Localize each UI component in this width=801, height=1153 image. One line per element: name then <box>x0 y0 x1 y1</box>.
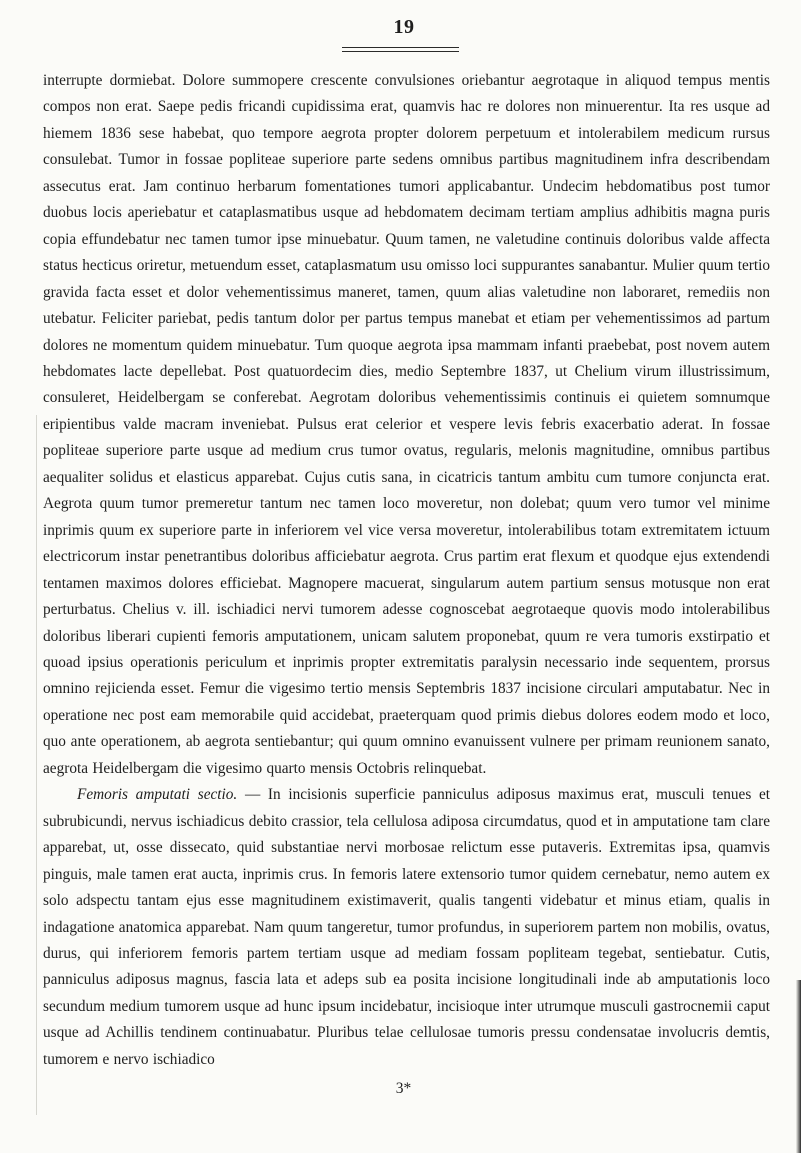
signature-text: 3* <box>395 1080 412 1097</box>
signature-mark <box>0 1080 801 1098</box>
page-edge-shadow <box>36 415 37 1115</box>
page-edge-dark <box>796 980 801 1153</box>
section-text: — In incisionis superficie panniculus adiposus maximus erat, musculi tenues et subrubicundi, nervus ischiadicus debito crassior, tela cellulosa adiposa circumdatus, quod et in amputatione tam clare apparebat, ut, osse dissecato, quid substantiae nervi morbosae relictum esse putaveris. Extremitas ipsa, quamvis pinguis, male tamen erat aucta, inprimis crus. In femoris latere extensorio tumor quidem cernebatur, nemo autem ex solo adspectu tantam ejus esse magnitudinem existimaverit, qualis tangenti videbatur et minus etiam, qualis in indagatione anatomica apparebat. Nam quum tangeretur, tumor profundus, in superiorem partem non mobilis, ovatus, durus, qui inferiorem femoris partem tertiam usque ad mediam fossam popliteam tegebat, sentiebatur. Cutis, panniculus adiposus magnus, fascia lata et adeps sub ea posita incisione longitudinali inde ab amputationis loco secundum medium tumorem usque ad hunc ipsum incidebatur, incisioque inter utrumque musculi gastrocnemii caput usque ad Achillis tendinem continuabatur. Pluribus telae cellulosae tumoris pressu condensatae involucris demtis, tumorem e nervo ischiadico <box>43 786 770 1068</box>
paragraph-case-history: interrupte dormiebat. Dolore summopere crescente convulsiones oriebantur aegrotaque in aliquod tempus mentis compos non erat. Saepe pedis fricandi cupidissima erat, quamvis hac re dolores non minuerentur. Ita res usque ad hiemem 1836 sese habebat, quo tempore aegrota propter dolorem perpetuum et intolerabilem medicum rursus consulebat. Tumor in fossae popliteae superiore parte sedens omnibus partibus magnitudinem infra describendam assecutus erat. Jam continuo herbarum fomentationes tumori applicabantur. Undecim hebdomatibus post tumor duobus locis aperiebatur et cataplasmatibus usque ad hebdomatem decimam tertiam amplius adhibitis magna puris copia effundebatur nec tamen tumor ipse minuebatur. Quum tamen, ne valetudine continuis doloribus valde affecta status hecticus oriretur, metuendum esset, cataplasmatum usu omisso loci suppurantes sanabantur. Mulier quum tertio gravida facta esset et dolor vehementissimus maneret, tamen, quum alias valetudine non laboraret, remediis non utebatur. Feliciter pariebat, pedis tantum dolor per partus tempus manebat et etiam per vehementissimos ad partum dolores ne momentum quidem minuebatur. Tum quoque aegrota ipsa mammam infanti praebebat, post novem autem hebdomates lacte depellebat. Post quatuordecim dies, medio Septembre 1837, ut Chelium virum illustrissimum, consuleret, Heidelbergam se conferebat. Aegrotam doloribus vehementissimis continuis ei quietem somnumque eripientibus valde macram inveniebat. Pulsus erat celerior et vespere levis febris exacerbatio aderat. In fossae popliteae superiore parte usque ad medium crus tumor ovatus, regularis, melonis magnitudine, omnibus partibus aequaliter solidus et elasticus apparebat. Cujus cutis sana, in cicatricis tantum ambitu cum tumore conjuncta erat. Aegrota quum tumor premeretur tantum nec tamen loco moveretur, non dolebat; quum vero tumor vel minime inprimis quum ex superiore parte in inferiorem vel vice versa moveretur, intolerabilibus totam extremitatem ictuum electricorum instar penetrantibus doloribus afficiebatur aegrota. Crus partim erat flexum et quodque ejus extendendi tentamen maximos dolores efficiebat. Magnopere macuerat, singularum autem partium sensus motusque non erat perturbatus. Chelius v. ill. ischiadici nervi tumorem adesse cognoscebat aegrotaeque quovis modo intolerabilibus doloribus liberari cupienti femoris amputationem, unicam salutem proponebat, quum re vera tumoris exstirpatio et quoad ipsius operationis periculum et inprimis propter extremitatis paralysin necessario inde sequentem, prorsus omnino rejicienda esset. Femur die vigesimo tertio mensis Septembris 1837 incisione circulari amputabatur. Nec in operatione nec post eam memorabile quid accidebat, praeterquam quod primis diebus dolores eodem modo et loco, quo ante operationem, ab aegrota sentiebantur; qui quum omnino evanuissent vulnere per primam reunionem sanato, aegrota Heidelbergam die vigesimo quarto mensis Octobris relinquebat. <box>43 72 770 777</box>
paragraph-femur-section <box>43 782 770 1073</box>
header-rule-double <box>342 51 459 52</box>
header-rule <box>342 47 459 48</box>
page-header <box>0 8 801 64</box>
body-text <box>43 68 770 1073</box>
section-title: Femoris amputati sectio. <box>77 786 238 804</box>
page-number: 19 <box>393 16 415 38</box>
